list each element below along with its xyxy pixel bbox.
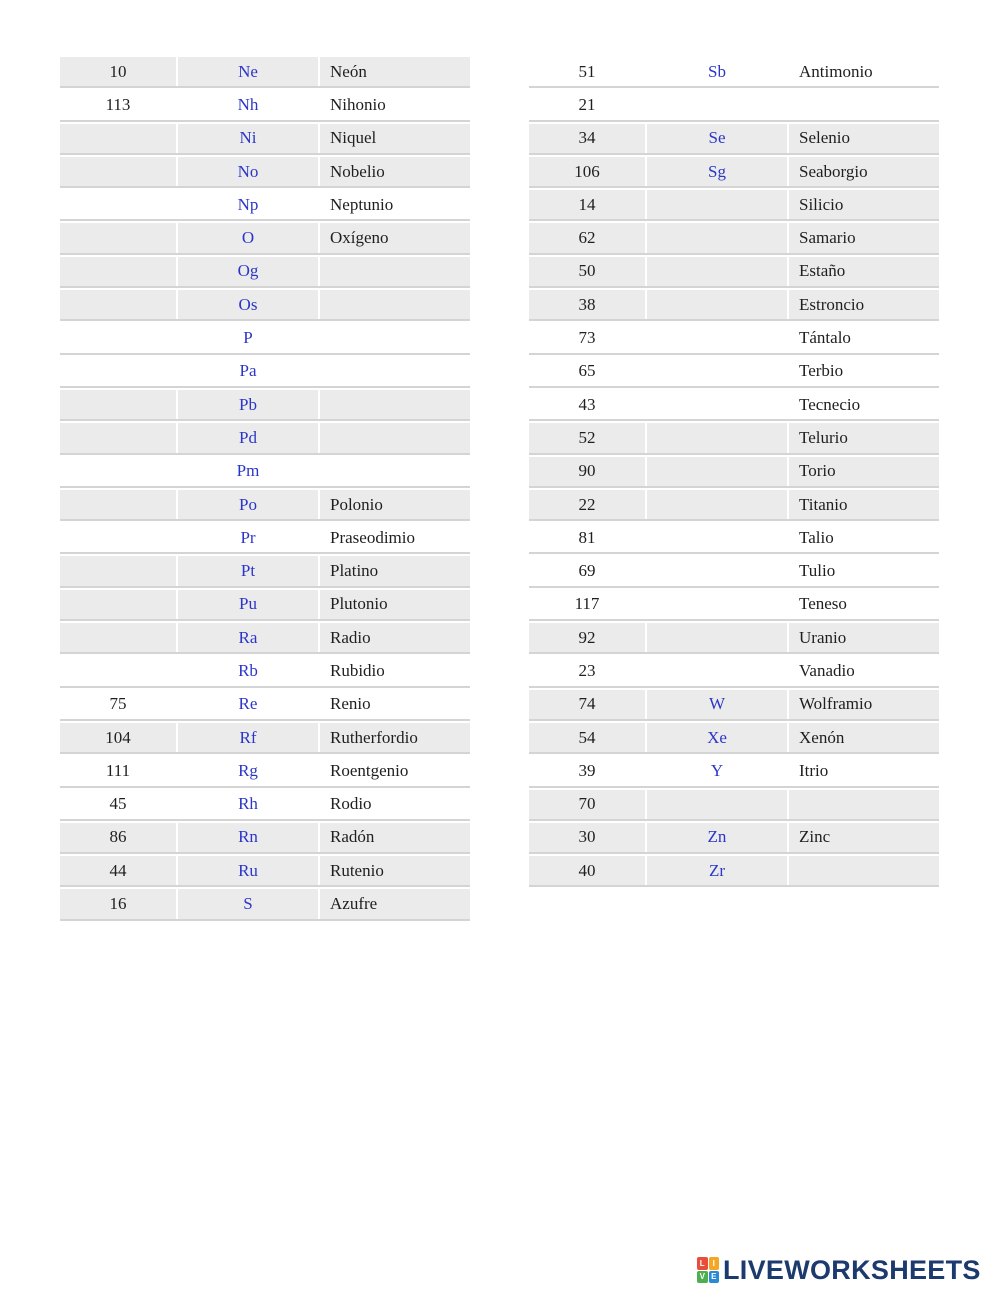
liveworksheets-logo-icon [697, 1257, 719, 1283]
element-name-cell: Nihonio [330, 94, 386, 114]
table-row [60, 756, 470, 787]
element-symbol-cell: Ni [178, 124, 318, 153]
table-row [529, 157, 939, 188]
element-symbol-cell [647, 290, 787, 319]
atomic-number-cell [60, 556, 176, 585]
element-name-cell: Nobelio [320, 157, 470, 186]
element-name-cell: Roentgenio [330, 760, 409, 780]
element-name-cell [320, 290, 470, 319]
atomic-number-cell: 117 [574, 594, 600, 614]
logo-icon-tile: I [709, 1257, 720, 1270]
elements-table-left [60, 57, 470, 923]
atomic-number-cell [60, 157, 176, 186]
table-row [60, 423, 470, 454]
element-name-cell: Silicio [789, 190, 939, 219]
atomic-number-cell [60, 257, 176, 286]
element-name-cell: Xenón [789, 723, 939, 752]
atomic-number-cell: 75 [109, 694, 127, 714]
table-row [529, 257, 939, 288]
atomic-number-cell: 40 [529, 856, 645, 885]
atomic-number-cell: 22 [529, 490, 645, 519]
element-symbol-cell: Pa [239, 361, 257, 381]
logo-text: LIVEWORKSHEETS [723, 1254, 981, 1285]
table-row [529, 656, 939, 687]
element-name-cell: Zinc [789, 823, 939, 852]
atomic-number-cell: 113 [105, 94, 131, 114]
element-symbol-cell: Pd [178, 423, 318, 452]
element-symbol-cell [647, 490, 787, 519]
element-name-cell: Neptunio [330, 194, 394, 214]
element-name-cell: Samario [789, 223, 939, 252]
table-row [529, 124, 939, 155]
element-symbol-cell: P [243, 328, 253, 348]
table-row [60, 290, 470, 321]
atomic-number-cell: 16 [60, 889, 176, 918]
element-symbol-cell: Se [647, 124, 787, 153]
logo-icon-tile: V [697, 1271, 708, 1284]
atomic-number-cell: 38 [529, 290, 645, 319]
table-row [529, 290, 939, 321]
atomic-number-cell: 90 [529, 457, 645, 486]
element-symbol-cell [647, 357, 787, 386]
atomic-number-cell: 44 [60, 856, 176, 885]
atomic-number-cell: 10 [60, 57, 176, 86]
element-symbol-cell: Zr [647, 856, 787, 885]
element-symbol-cell: Po [178, 490, 318, 519]
element-symbol-cell: Pu [178, 590, 318, 619]
atomic-number-cell: 54 [529, 723, 645, 752]
table-row [529, 223, 939, 254]
liveworksheets-logo [697, 1254, 981, 1286]
element-name-cell: Rodio [330, 794, 372, 814]
element-symbol-cell [647, 257, 787, 286]
atomic-number-cell: 21 [578, 94, 596, 114]
element-name-cell: Niquel [320, 124, 470, 153]
element-symbol-cell [647, 457, 787, 486]
atomic-number-cell: 30 [529, 823, 645, 852]
element-symbol-cell: Og [178, 257, 318, 286]
element-name-cell [320, 423, 470, 452]
atomic-number-cell [60, 590, 176, 619]
element-name-cell: Renio [330, 694, 371, 714]
element-symbol-cell [647, 656, 787, 685]
element-name-cell: Talio [799, 527, 834, 547]
atomic-number-cell [60, 223, 176, 252]
element-symbol-cell: Np [237, 194, 259, 214]
element-symbol-cell: Ne [178, 57, 318, 86]
element-name-cell: Rutenio [320, 856, 470, 885]
atomic-number-cell: 106 [529, 157, 645, 186]
atomic-number-cell: 34 [529, 124, 645, 153]
element-name-cell: Tecnecio [799, 394, 861, 414]
elements-table-right [529, 57, 939, 889]
element-symbol-cell: No [178, 157, 318, 186]
element-symbol-cell [647, 190, 787, 219]
element-name-cell [320, 323, 470, 352]
element-name-cell: Estaño [789, 257, 939, 286]
atomic-number-cell: 70 [529, 790, 645, 819]
element-symbol-cell [647, 90, 787, 119]
element-name-cell: Azufre [320, 889, 470, 918]
atomic-number-cell: 23 [578, 660, 596, 680]
element-name-cell: Plutonio [320, 590, 470, 619]
element-name-cell: Polonio [320, 490, 470, 519]
element-name-cell: Torio [789, 457, 939, 486]
element-symbol-cell: W [647, 690, 787, 719]
element-name-cell: Telurio [789, 423, 939, 452]
element-symbol-cell: Sb [708, 61, 726, 81]
atomic-number-cell [60, 490, 176, 519]
table-row [60, 490, 470, 521]
element-name-cell: Itrio [799, 760, 829, 780]
table-row [529, 357, 939, 388]
element-name-cell: Wolframio [789, 690, 939, 719]
element-name-cell: Rubidio [330, 660, 385, 680]
atomic-number-cell: 104 [60, 723, 176, 752]
element-name-cell: Estroncio [789, 290, 939, 319]
element-name-cell: Seaborgio [789, 157, 939, 186]
element-symbol-cell: Ra [178, 623, 318, 652]
element-symbol-cell [647, 390, 787, 419]
table-row [529, 623, 939, 654]
element-symbol-cell: Rh [238, 794, 258, 814]
element-symbol-cell: Zn [647, 823, 787, 852]
atomic-number-cell: 92 [529, 623, 645, 652]
table-row [529, 190, 939, 221]
atomic-number-cell: 86 [60, 823, 176, 852]
element-name-cell [320, 257, 470, 286]
element-symbol-cell: Rf [178, 723, 318, 752]
atomic-number-cell: 69 [578, 561, 596, 581]
atomic-number-cell [60, 523, 176, 552]
element-name-cell [320, 357, 470, 386]
table-row [529, 423, 939, 454]
element-name-cell: Radio [320, 623, 470, 652]
atomic-number-cell: 14 [529, 190, 645, 219]
table-row [60, 790, 470, 821]
element-symbol-cell: Pr [240, 527, 256, 547]
atomic-number-cell [60, 190, 176, 219]
element-symbol-cell [647, 790, 787, 819]
table-row [60, 257, 470, 288]
table-row [529, 556, 939, 587]
table-row [529, 90, 939, 121]
atomic-number-cell: 73 [578, 328, 596, 348]
atomic-number-cell: 74 [529, 690, 645, 719]
table-row [529, 790, 939, 821]
table-row [60, 457, 470, 488]
element-symbol-cell: Re [238, 694, 258, 714]
table-row [60, 523, 470, 554]
element-symbol-cell: Y [710, 760, 724, 780]
element-name-cell: Radón [320, 823, 470, 852]
table-row [529, 390, 939, 421]
element-symbol-cell [647, 590, 787, 619]
element-symbol-cell: Xe [647, 723, 787, 752]
table-row [60, 223, 470, 254]
table-row [60, 157, 470, 188]
atomic-number-cell [60, 124, 176, 153]
element-name-cell: Praseodimio [330, 527, 415, 547]
atomic-number-cell: 52 [529, 423, 645, 452]
element-name-cell: Uranio [789, 623, 939, 652]
atomic-number-cell [60, 623, 176, 652]
element-symbol-cell [647, 423, 787, 452]
table-row [529, 723, 939, 754]
element-symbol-cell: Rn [178, 823, 318, 852]
table-row [60, 723, 470, 754]
element-symbol-cell: S [178, 889, 318, 918]
element-name-cell: Teneso [799, 594, 847, 614]
atomic-number-cell [60, 656, 176, 685]
atomic-number-cell: 45 [109, 794, 127, 814]
element-symbol-cell: O [178, 223, 318, 252]
element-name-cell: Tántalo [799, 328, 851, 348]
table-row [60, 590, 470, 621]
table-row [529, 323, 939, 354]
element-symbol-cell: Os [178, 290, 318, 319]
element-name-cell: Platino [320, 556, 470, 585]
table-row [529, 823, 939, 854]
table-row [529, 756, 939, 787]
table-row [60, 323, 470, 354]
table-row [60, 690, 470, 721]
atomic-number-cell [60, 457, 176, 486]
atomic-number-cell: 43 [578, 394, 596, 414]
atomic-number-cell: 81 [578, 527, 596, 547]
element-symbol-cell: Rb [238, 660, 258, 680]
element-symbol-cell [647, 223, 787, 252]
element-name-cell [320, 457, 470, 486]
atomic-number-cell: 65 [578, 361, 596, 381]
table-row [60, 90, 470, 121]
element-name-cell: Rutherfordio [320, 723, 470, 752]
element-symbol-cell [647, 523, 787, 552]
table-row [529, 690, 939, 721]
element-name-cell: Tulio [799, 561, 836, 581]
element-symbol-cell: Rg [238, 760, 258, 780]
table-row [60, 889, 470, 920]
element-name-cell: Titanio [789, 490, 939, 519]
atomic-number-cell [60, 357, 176, 386]
element-name-cell: Vanadio [799, 660, 855, 680]
atomic-number-cell: 50 [529, 257, 645, 286]
table-row [60, 357, 470, 388]
table-row [60, 623, 470, 654]
table-row [60, 856, 470, 887]
element-name-cell: Oxígeno [320, 223, 470, 252]
logo-icon-tile: L [697, 1257, 708, 1270]
table-row [60, 390, 470, 421]
table-row [529, 457, 939, 488]
element-name-cell: Neón [320, 57, 470, 86]
element-symbol-cell [647, 323, 787, 352]
table-row [529, 57, 939, 88]
table-row [60, 124, 470, 155]
logo-icon-tile: E [709, 1271, 720, 1284]
atomic-number-cell [60, 423, 176, 452]
table-row [60, 57, 470, 88]
atomic-number-cell: 39 [578, 760, 596, 780]
atomic-number-cell: 111 [105, 760, 131, 780]
atomic-number-cell: 62 [529, 223, 645, 252]
table-row [60, 656, 470, 687]
table-row [60, 190, 470, 221]
element-name-cell [789, 90, 939, 119]
atomic-number-cell [60, 323, 176, 352]
table-row [529, 490, 939, 521]
atomic-number-cell [60, 290, 176, 319]
element-symbol-cell: Pm [236, 461, 260, 481]
table-row [529, 590, 939, 621]
table-row [529, 523, 939, 554]
element-name-cell [789, 790, 939, 819]
element-symbol-cell: Pb [178, 390, 318, 419]
element-name-cell [789, 856, 939, 885]
element-symbol-cell: Nh [237, 94, 259, 114]
table-row [60, 556, 470, 587]
element-symbol-cell [647, 556, 787, 585]
atomic-number-cell: 51 [578, 61, 596, 81]
element-symbol-cell: Ru [178, 856, 318, 885]
atomic-number-cell [60, 390, 176, 419]
table-row [60, 823, 470, 854]
element-symbol-cell: Sg [647, 157, 787, 186]
element-symbol-cell [647, 623, 787, 652]
element-name-cell [320, 390, 470, 419]
element-name-cell: Terbio [799, 361, 844, 381]
element-symbol-cell: Pt [178, 556, 318, 585]
element-name-cell: Selenio [789, 124, 939, 153]
element-name-cell: Antimonio [799, 61, 873, 81]
table-row [529, 856, 939, 887]
